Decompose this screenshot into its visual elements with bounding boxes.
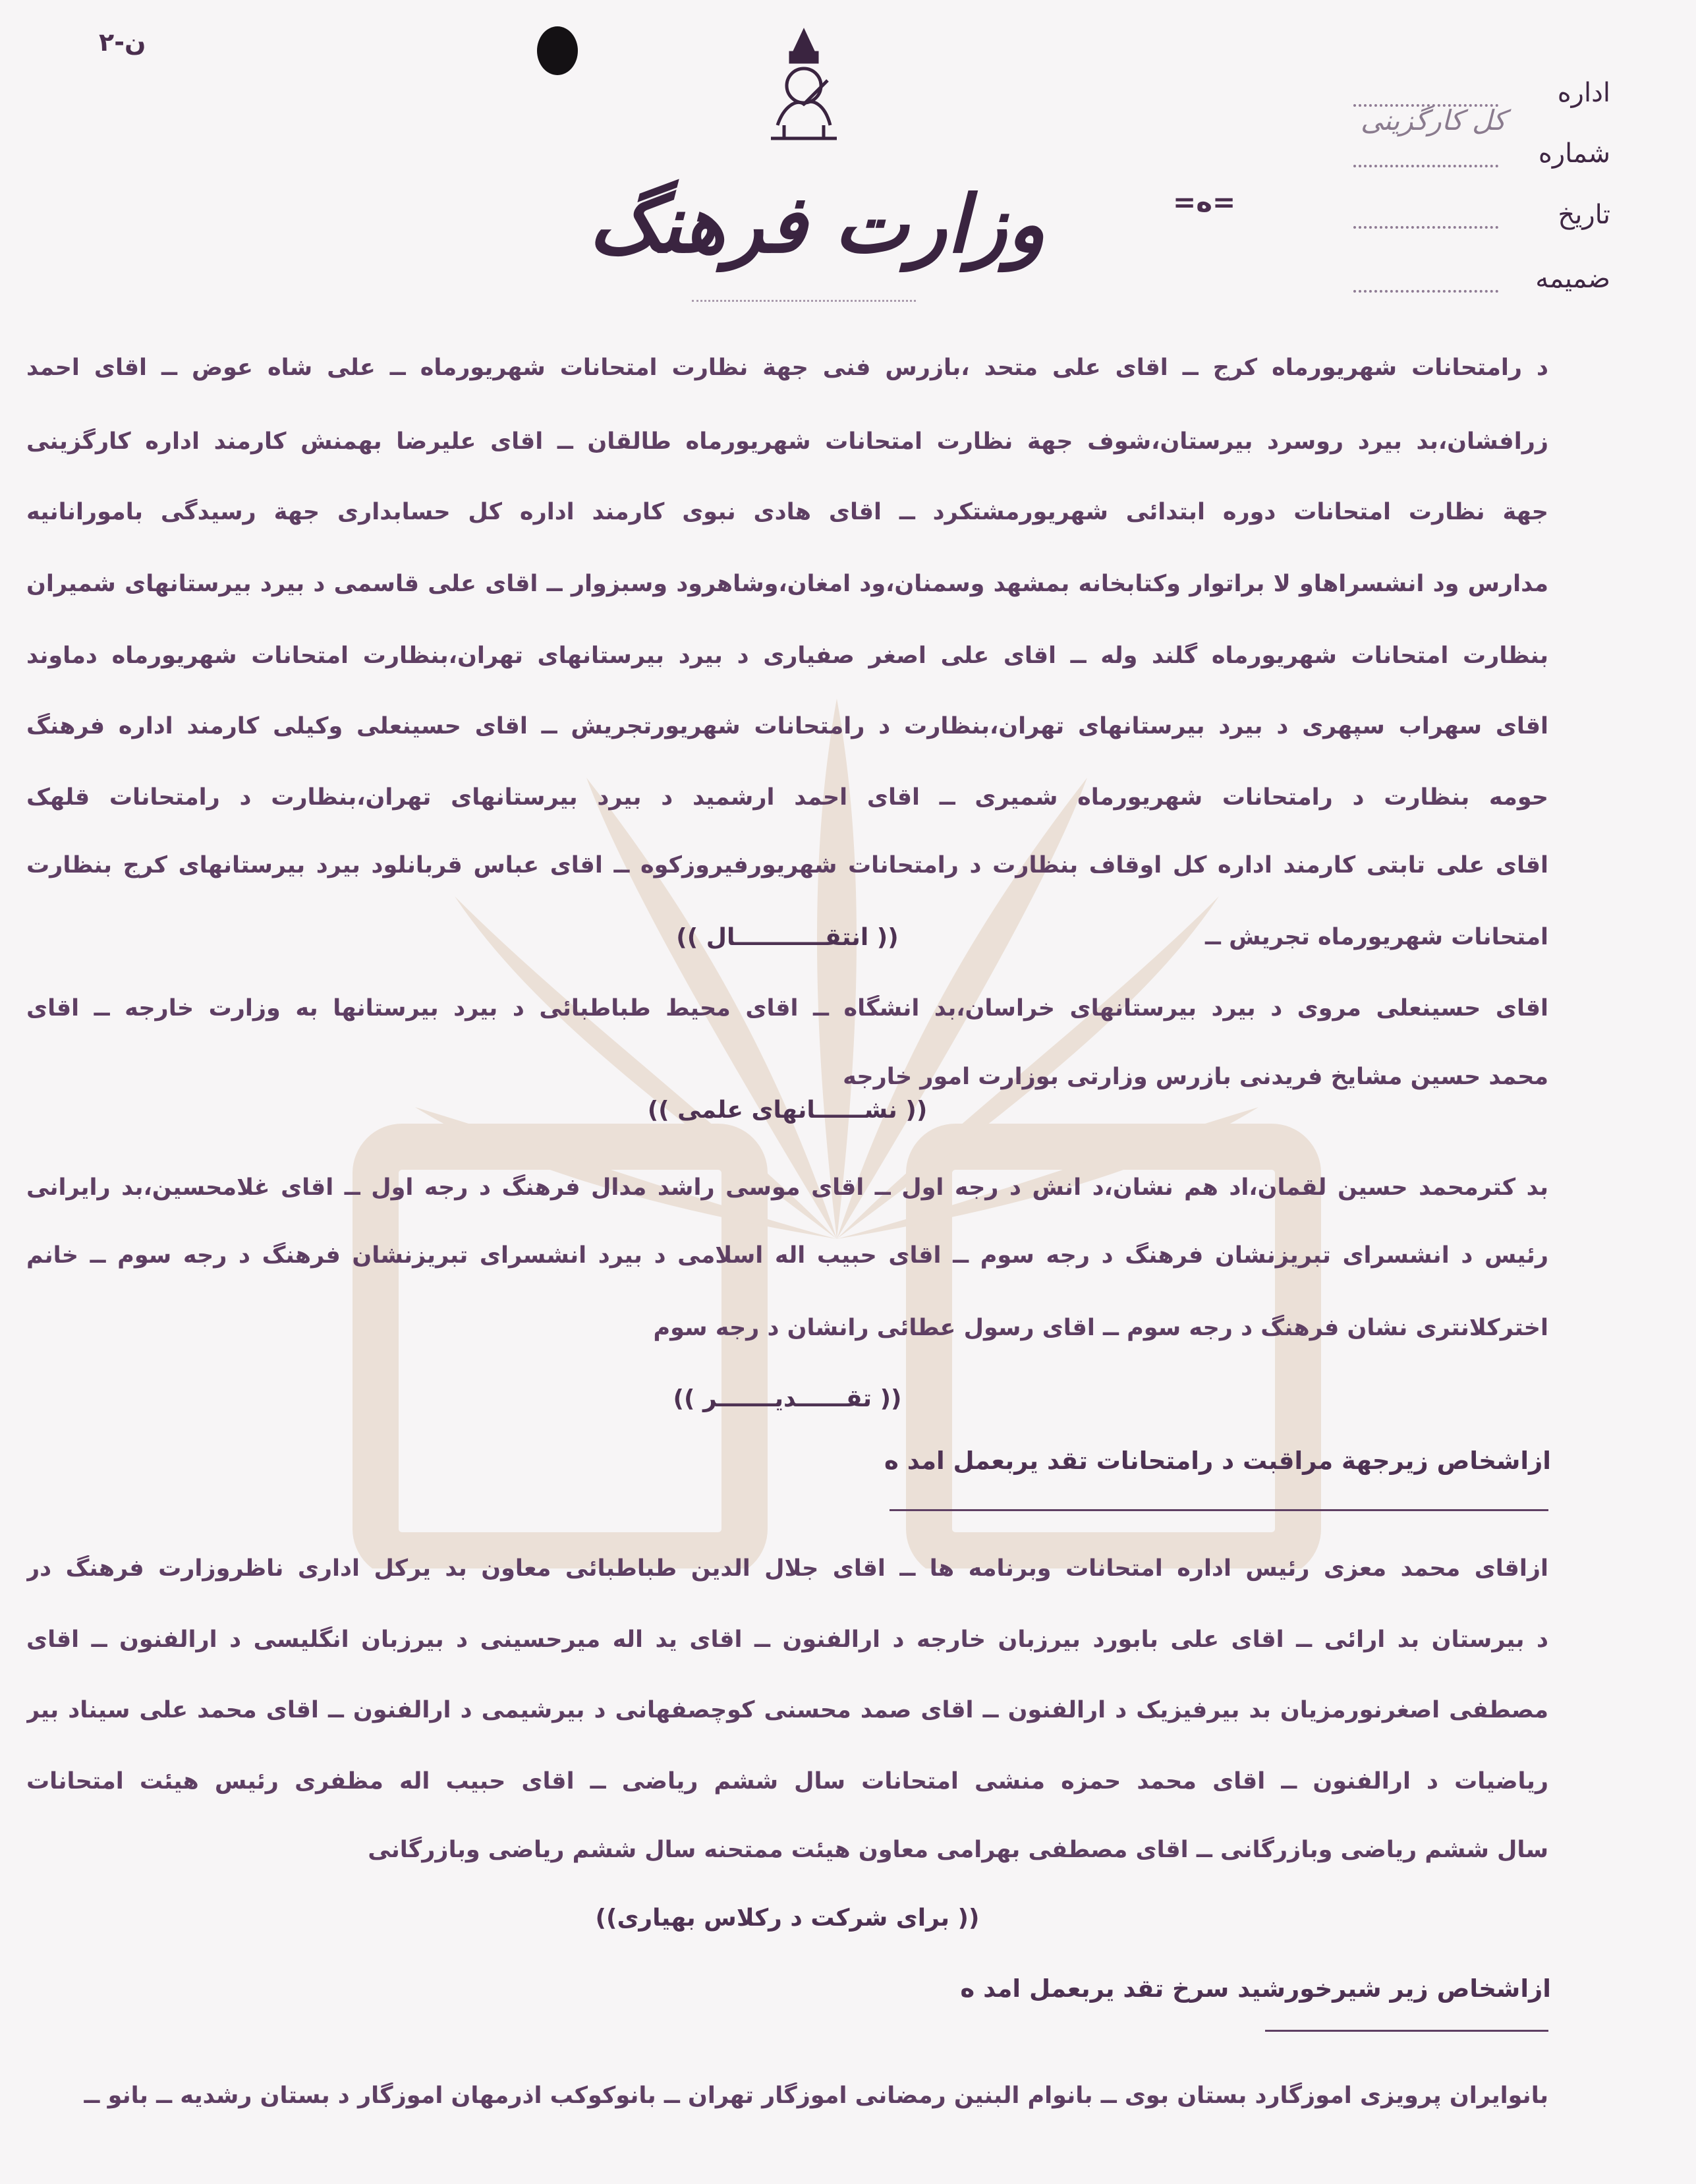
subhead-sun-lion: ازاشخاص زیر شیرخورشید سرخ تقد یربعمل امد ه [960,1974,1551,2003]
body-line: اخترکلانتری نشان فرهنگ د رجه سوم ــ اقای رسول عطائی رانشان د رجه سوم [653,1315,1548,1341]
body-line: محمد حسین مشایخ فریدنی بازرس وزارتی بوزارت امور خارجه [843,1064,1548,1090]
body-line: زرافشان،بد بیرد روسرد بیرستان،شوف جهة نظارت امتحانات شهریورماه طالقان ــ اقای علیرضا بهمنش کارمند اداره کارگزینی [26,428,1548,455]
header-field-attachment [1353,264,1610,303]
body-line: رئیس د انشسرای تبریزنشان فرهنگ د رجه سوم ــ اقای حبیب اله اسلامی د بیرد انشسرای تبریزنشان فرهنگ د رجه سوم ــ خانم [26,1242,1548,1269]
header-field-label: تاریخ [1558,200,1610,230]
header-field-number [1353,138,1610,178]
body-line: بنظارت امتحانات شهریورماه گلند وله ــ اقای علی اصغر صفیاری د بیرد بیرستانهای تهران،بنظارت امتحانات شهریورماه دماوند [26,643,1548,669]
header-field-date [1353,200,1610,239]
subhead-supervision: ازاشخاص زیرجهة مراقبت د رامتحانات تقد یربعمل امد ه [884,1447,1551,1475]
body-line: بانوایران پرویزی اموزگارد بستان بوی ــ بانوام البنین رمضانی اموزگار تهران ــ بانوکوکب اذرمهان اموزگار د بستان رشدیه ــ بانو ــ [84,2083,1548,2109]
body-line: اقای حسینعلی مروی د بیرد بیرستانهای خراسان،بد انشگاه ــ اقای محیط طباطبائی د بیرد بیرستانها به وزارت خارجه ــ اقای [26,995,1548,1021]
ministry-title: وزارت فرهنگ [588,178,1046,271]
punch-hole [537,26,578,75]
body-line: بد کترمحمد حسین لقمان،اد هم نشان،د انش د رجه اول ــ اقای موسی راشد مدال فرهنگ د رجه اول ــ اقای غلامحسین،بد رایرانی [26,1174,1548,1201]
body-line: د بیرستان بد ارائی ــ اقای علی بابورد بیرزبان خارجه د ارالفنون ــ اقای ید اله میرحسینی د بیرزبان انگلیسی د ارالفنون ــ اقای [26,1626,1548,1653]
heading-medals: (( نشــــــانهای علمی )) [647,1097,928,1124]
header-field-label: اداره [1557,78,1610,108]
header-field-line [1353,165,1498,167]
heading-appreciation: (( تقــــــدیـــــــر )) [673,1385,902,1412]
body-line: مدارس ود انشسراهاو لا براتوار وکتابخانه بمشهد وسمنان،ود امغان،وشاهرود وسبزوار ــ اقای علی قاسمی د بیرد بیرستانهای شمیران [26,571,1548,597]
header-field-line [1353,226,1498,229]
header-field-label: ضمیمه [1535,264,1610,294]
body-line: ریاضیات د ارالفنون ــ اقای محمد حمزه منشی امتحانات سال ششم ریاضی ــ اقای حبیب اله مظفری رئیس هیئت امتحانات [26,1768,1548,1795]
document-code: ن-۲ [99,28,146,57]
body-line: اقای سهراب سپهری د بیرد بیرستانهای تهران،بنظارت د رامتحانات شهریورتجریش ــ اقای حسینعلی وکیلی کارمند اداره فرهنگ [26,713,1548,739]
body-line: ازاقای محمد معزی رئیس اداره امتحانات وبرنامه ها ــ اقای جلال الدین طباطبائی معاون بد یرکل اداری ناظروزارت فرهنگ در [26,1555,1548,1582]
lion-and-sun-crest-icon [764,26,843,142]
heading-rose-class: (( برای شرکت د رکلاس بهیاری)) [595,1905,980,1932]
body-line: سال ششم ریاضی وبازرگانی ــ اقای مصطفی بهرامی معاون هیئت ممتحنه سال ششم ریاضی وبازرگانی [368,1837,1548,1863]
body-line: د رامتحانات شهریورماه کرج ــ اقای علی متحد ،بازرس فنی جهة نظارت امتحانات شهریورماه ــ علی شاه عوض ــ اقای احمد [26,355,1548,381]
department-value: کل کارگزینی [1361,104,1506,136]
body-line: جهة نظارت امتحانات دوره ابتدائی شهریورمشتکرد ــ اقای هادی نبوی کارمند اداره کل حسابداری جهة رسیدگی بامورانانیه [26,499,1548,525]
subhead-underline [1265,2030,1548,2032]
equals-mark: =ه= [1173,186,1236,218]
heading-transfer: (( انتقـــــــــــال )) [676,924,899,951]
header-field-label: شماره [1538,138,1610,169]
body-line: حومه بنظارت د رامتحانات شهریورماه شمیری ــ اقای احمد ارشمید د بیرد بیرستانهای تهران،بنظارت د رامتحانات قلهک [26,784,1548,811]
body-line: مصطفی اصغرنورمزیان بد بیرفیزیک د ارالفنون ــ اقای صمد محسنی کوچصفهانی د بیرشیمی د ارالفنون ــ اقای محمد علی سیناد بیر [26,1697,1548,1723]
header-field-line [1353,290,1498,293]
body-line: اقای علی تابتی کارمند اداره کل اوقاف بنظارت د رامتحانات شهریورفیروزکوه ــ اقای عباس قربانلود بیرد بیرستانهای کرج بنظارت [26,852,1548,878]
subhead-underline [890,1509,1548,1511]
title-underline [692,300,916,302]
body-line: امتحانات شهریورماه تجریش ــ [1204,924,1548,950]
